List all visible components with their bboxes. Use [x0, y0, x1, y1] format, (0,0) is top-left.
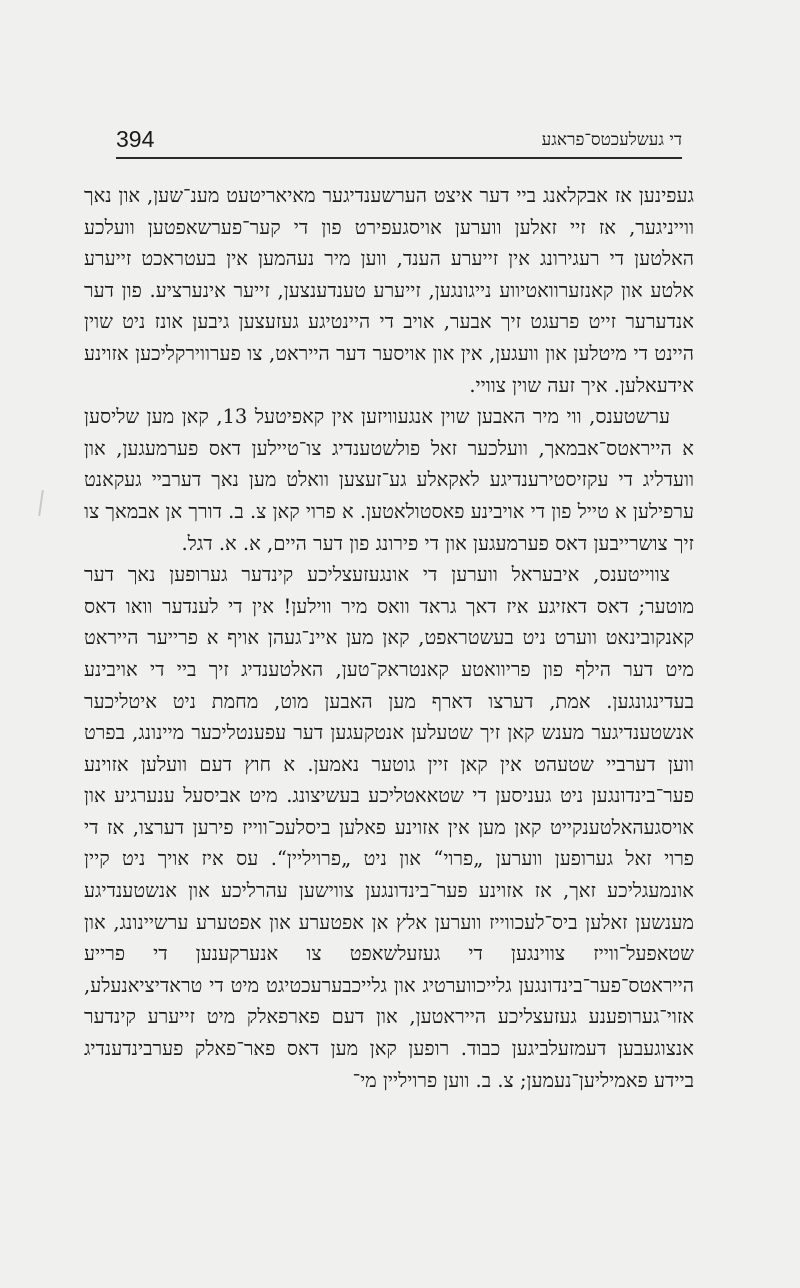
margin-mark	[38, 490, 44, 516]
paragraph-3: צווייטענס, איבעראל ווערען די אונגעזעצליכע קינדער גערופען נאך דער מוטער; דאס דאזיגע איז דאך גראד וואס מיר ווילען! אין די לענדער וואו דאס קאנקובינאט ווערט ניט בעשטראפט, קאן מען איינ־געהן אויף א פרייער הייראט מיט דער הילף פון פריוואטע קאנטראק־טען, האלטענדיג זיך ביי די אויבינע בעדינגונגען. אמת, דערצו דארף מען האבען מוט, מחמת ניט איטליכער אנשטענדיגער מענש קאן זיך שטעלען אנטקעגען דער עפענטליכער מיינונג, בפרט ווען דערביי שטעהט אין קאן זיין גוטער נאמען. א חוץ דעם וועלען אזוינע פער־בינדונגען ניט געניסען די שטאאטליכע בעשיצונג. מיט אביסעל ענערגיע און אויסגעהאלטענקייט קאן מען אין אזוינע פאלען ביסלעכ־ווייז פירען דערצו, אז די פרוי זאל גערופען ווערען „פרוי“ און ניט „פרויליין“. עס איז אויך ניט קיין אונמעגליכע זאך, אז אזוינע פער־בינדונגען צווישען עהרליכע און אנשטענדיגע מענשען זאלען ביס־לעכווייז ווערען אלץ אן אפטערע און אפטערע ערשיינונג, און שטאפעל־ווייז צווינגען די געזעלשאפט צו אנערקענען די פרייע הייראטס־פער־בינדונגען גלייכווערטיג און גלייכבערעכטיגט מיט די טראדיציאנעלע, אזוי־גערופענע געזעצליכע הייראטען, און דעם פארפאלק מיט זייערע קינדער אנצוגעבען דעמזעלביגען כבוד. רופען קאן מען דאס פאר־פאלק פערבינדענדיג ביידע פאמיליען־נעמען; צ. ב. ווען פרויליין מי־	[84, 563, 694, 1092]
body-text	[84, 180, 694, 1096]
paragraph-1: געפינען אז אבקלאנג ביי דער איצט הערשענדיגער מאיאריטעט מענ־שען, און נאך ווייניגער, אז זיי זאלען ווערען אויסגעפירט פון די קער־פערשאפטען וועלכע האלטען די רעגירונג אין זייערע הענד, ווען מיר נעהמען אין בעטראכט זייערע אלטע און קאנזערוואטיווע נייגונגען, זייערע טענדענצען, זייער אינערציע. פון דער אנדערער זייט פרעגט זיך אבער, אויב די היינטיגע געזעצען גיבען אונז ניט שוין היינט די מיטלען און וועגען, אין און אויסער דער הייראט, צו פערווירקליכען אזוינע אידעאלען. איך זעה שוין צוויי.	[84, 184, 694, 397]
running-title: די געשלעכטס־פראגע	[541, 130, 682, 150]
header-rule	[116, 157, 682, 159]
paragraph-2: ערשטענס, ווי מיר האבען שוין אנגעוויזען אין קאפיטעל 13, קאן מען שליסען א הייראטס־אבמאך, וועלכער זאל פולשטענדיג צו־טיילען דאס פערמעגען, און וועדליג די עקזיסטירענדיגע לאקאלע גע־זעצען וואלט מען נאך דערביי געקאנט ערפילען א טייל פון די אויבינע פאסטולאטען. א פרוי קאן צ. ב. דורך אן אבמאך צו זיך צושרייבען דאס פערמעגען און די פירונג פון דער היים, א. א. דגל.	[84, 405, 694, 555]
page-number: 394	[116, 126, 155, 152]
running-head	[116, 124, 682, 158]
